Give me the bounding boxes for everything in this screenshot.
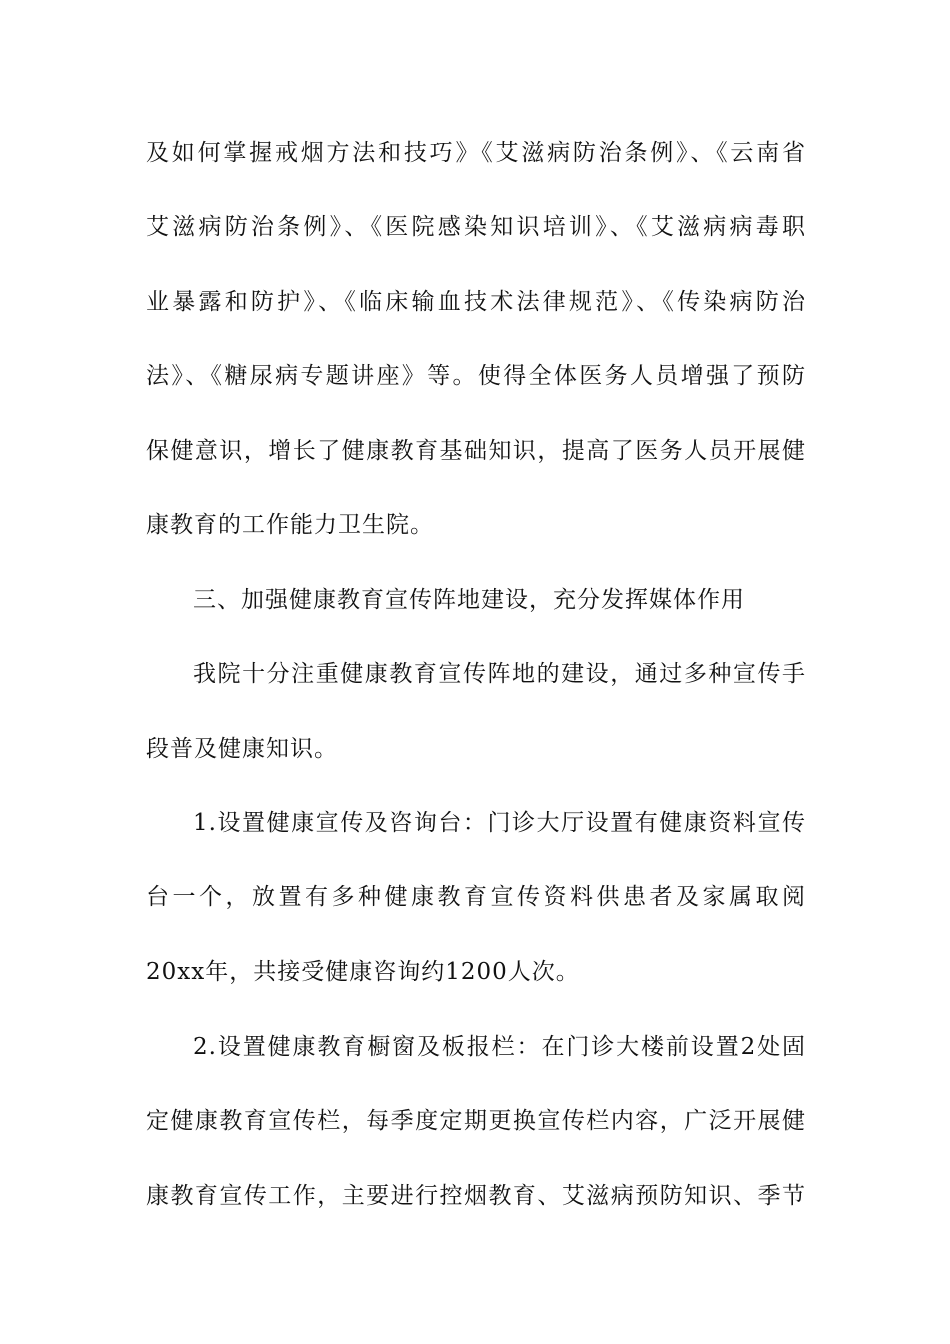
paragraph-line-4: 法》、《糖尿病专题讲座》等。使得全体医务人员增强了预防: [146, 363, 806, 389]
paragraph-line-3: 业暴露和防护》、《临床输血技术法律规范》、《传染病防治: [146, 289, 806, 315]
list-item-1-line-3: 20xx年，共接受健康咨询约1200人次。: [146, 959, 580, 985]
list-item-1-line-2: 台一个，放置有多种健康教育宣传资料供患者及家属取阅: [146, 884, 806, 910]
paragraph-line-8: 段普及健康知识。: [146, 736, 338, 762]
section-heading: 三、加强健康教育宣传阵地建设，充分发挥媒体作用: [193, 587, 745, 613]
paragraph-line-5: 保健意识，增长了健康教育基础知识，提高了医务人员开展健: [146, 438, 806, 464]
list-item-1-line-1: 1.设置健康宣传及咨询台：门诊大厅设置有健康资料宣传: [193, 810, 806, 836]
list-item-2-line-1: 2.设置健康教育橱窗及板报栏：在门诊大楼前设置2处固: [193, 1034, 806, 1060]
paragraph-line-1: 及如何掌握戒烟方法和技巧》《艾滋病防治条例》、《云南省: [146, 140, 806, 166]
paragraph-line-6: 康教育的工作能力卫生院。: [146, 512, 434, 538]
list-item-2-line-2: 定健康教育宣传栏，每季度定期更换宣传栏内容，广泛开展健: [146, 1108, 806, 1134]
list-item-2-line-3: 康教育宣传工作，主要进行控烟教育、艾滋病预防知识、季节: [146, 1183, 806, 1209]
paragraph-line-2: 艾滋病防治条例》、《医院感染知识培训》、《艾滋病病毒职: [146, 214, 806, 240]
paragraph-line-7: 我院十分注重健康教育宣传阵地的建设，通过多种宣传手: [193, 661, 806, 687]
